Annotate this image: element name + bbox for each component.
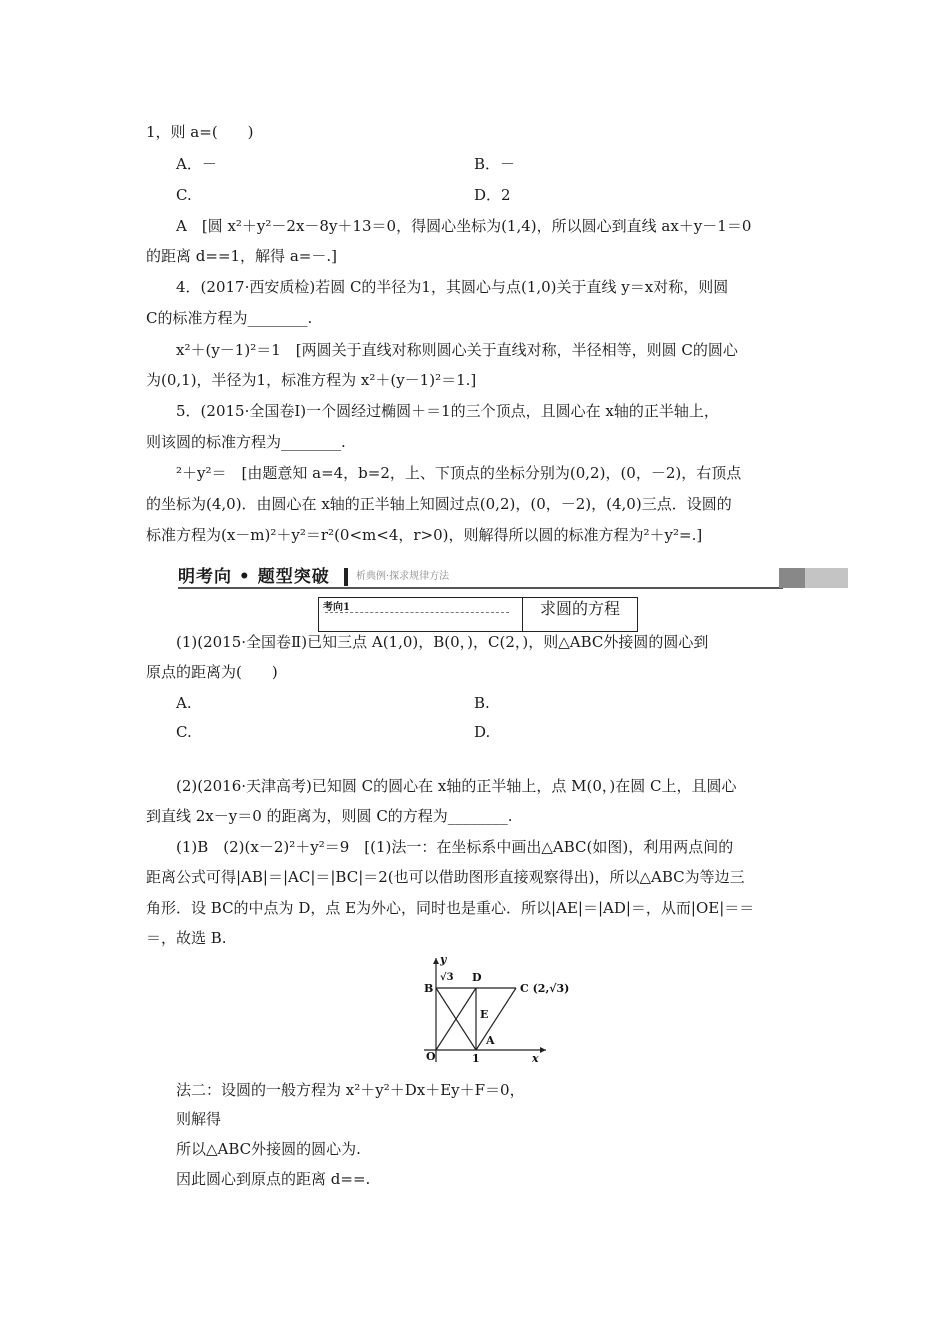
x-arrow [540,1047,546,1053]
method-2: 法二：设圆的一般方程为 x²＋y²＋Dx＋Ey＋F＝0， [176,1081,525,1099]
triangle-figure [414,952,570,1067]
option-c: C. [176,723,192,741]
tick-1-label: 1 [472,1052,480,1065]
question-5-cont: 则该圆的标准方程为________. [146,433,346,451]
point-c-label: C (2,√3) [520,982,570,995]
option-d: D．2 [474,186,511,204]
answer-4-cont: 为(0,1)，半径为1，标准方程为 x²＋(y－1)²＝1.] [146,371,477,389]
banner-divider [344,568,348,586]
point-a-label: A [486,1034,495,1047]
sqrt3-label: √3 [440,972,454,983]
answer-line: A [圆 x²＋y²－2x－8y＋13＝0，得圆心坐标为(1,4)，所以圆心到直线 ax＋y－1＝0 [176,217,752,235]
answer-5-cont: 的坐标为(4,0)．由圆心在 x轴的正半轴上知圆过点(0,2)，(0，－2)，(4,0)三点．设圆的 [146,495,732,513]
option-b: B. [474,694,490,712]
banner-block-light [805,568,848,588]
example-2: (2)(2016·天津高考)已知圆 C的圆心在 x轴的正半轴上，点 M(0，)在圆 C上，且圆心 [176,777,737,795]
option-a: A．－ [176,155,217,173]
banner-block-dark [779,568,805,588]
option-a: A. [176,694,192,712]
topic-tag [318,597,638,632]
solution-line: (1)B (2)(x－2)²＋y²＝9 [(1)法一：在坐标系中画出△ABC(如图)，利用两点间的 [176,838,734,856]
example-2-cont: 到直线 2x－y＝0 的距离为，则圆 C的方程为________. [146,807,513,825]
x-axis-label: x [532,1052,539,1065]
answer-5-cont: 标准方程为(x－m)²＋y²＝r²(0<m<4，r>0)，则解得所以圆的标准方程为²＋y²=.] [146,526,703,544]
question-5: 5．(2015·全国卷Ⅰ)一个圆经过椭圆＋＝1的三个顶点，且圆心在 x轴的正半轴上， [176,402,719,420]
section-subtitle: 析典例·探求规律方法 [356,571,450,582]
method-2-cont: 则解得 [176,1110,222,1128]
text-line: 1，则 a=( ) [146,123,254,141]
y-axis-label: y [440,953,447,966]
section-title: 明考向 • 题型突破 [178,567,330,587]
origin-label: O [426,1050,436,1063]
topic-label: 考向1 [323,602,350,613]
y-arrow [433,958,439,964]
question-4-cont: C的标准方程为________. [146,309,313,327]
answer-line: 的距离 d==1，解得 a=－.] [146,247,337,265]
point-b-label: B [424,982,434,995]
answer-5: ²＋y²＝ [由题意知 a=4，b=2，上、下顶点的坐标分别为(0,2)，(0，－2)，右顶点 [176,464,742,482]
topic-name: 求圆的方程 [539,599,620,618]
section-banner [178,566,848,588]
method-2-cont: 所以△ABC外接圆的圆心为. [176,1140,361,1158]
example-1-cont: 原点的距离为( ) [146,663,278,681]
option-b: B．－ [474,155,516,173]
banner-rule [178,587,783,589]
dashed-line [325,612,509,613]
option-d: D. [474,723,491,741]
answer-4: x²＋(y－1)²＝1 [两圆关于直线对称则圆心关于直线对称，半径相等，则圆 C的圆心 [176,341,738,359]
point-d-label: D [472,971,482,984]
point-e-label: E [480,1008,489,1021]
solution-line: 角形．设 BC的中点为 D，点 E为外心，同时也是重心．所以|AE|＝|AD|＝，从而|OE|＝＝ [146,899,755,917]
solution-line: ＝，故选 B. [146,929,227,947]
method-2-cont: 因此圆心到原点的距离 d==. [176,1170,371,1188]
example-1: (1)(2015·全国卷Ⅱ)已知三点 A(1,0)，B(0，)，C(2，)，则△ABC外接圆的圆心到 [176,633,709,651]
option-c: C. [176,186,192,204]
solution-line: 距离公式可得|AB|＝|AC|＝|BC|＝2(也可以借助图形直接观察得出)，所以△ABC为等边三 [146,868,745,886]
question-4: 4．(2017·西安质检)若圆 C的半径为1，其圆心与点(1,0)关于直线 y＝x对称，则圆 [176,278,729,296]
